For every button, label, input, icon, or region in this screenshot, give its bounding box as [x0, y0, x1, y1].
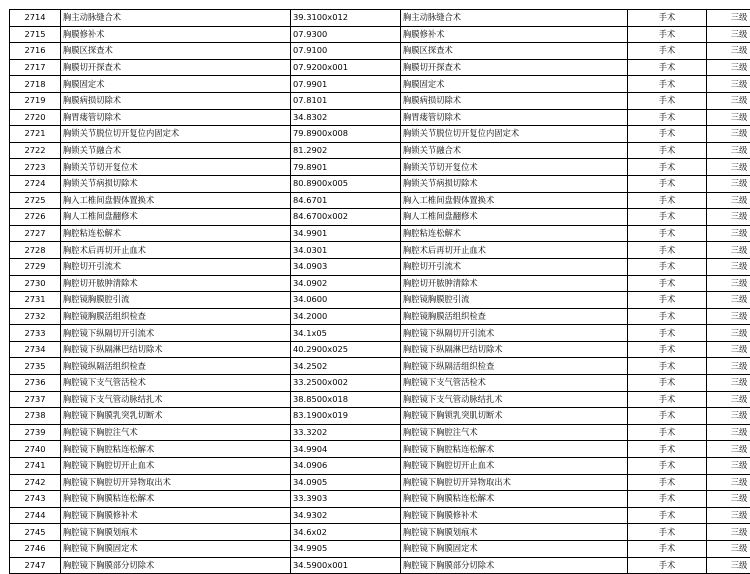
cell-icd-code: 33.3903 [291, 491, 401, 508]
cell-category: 手术 [628, 507, 707, 524]
cell-level: 三级 [707, 358, 750, 375]
cell-code: 2736 [10, 375, 61, 392]
cell-name: 胸锁关节融合术 [61, 142, 291, 159]
cell-name: 胸入工椎间盘假体置换术 [61, 192, 291, 209]
cell-icd-code: 34.0906 [291, 458, 401, 475]
cell-category: 手术 [628, 524, 707, 541]
cell-alt-name: 胸腔镜下胸膜划痕术 [401, 524, 628, 541]
cell-icd-code: 39.3100x012 [291, 10, 401, 27]
table-row [10, 341, 750, 358]
table-row [10, 507, 750, 524]
cell-code: 2735 [10, 358, 61, 375]
cell-alt-name: 胸膜病损切除术 [401, 92, 628, 109]
cell-icd-code: 34.2000 [291, 308, 401, 325]
cell-code: 2738 [10, 408, 61, 425]
cell-icd-code: 34.0905 [291, 474, 401, 491]
cell-category: 手术 [628, 26, 707, 43]
cell-category: 手术 [628, 375, 707, 392]
cell-level: 三级 [707, 557, 750, 574]
cell-icd-code: 34.9905 [291, 541, 401, 558]
cell-name: 胸锁关节切开复位术 [61, 159, 291, 176]
cell-icd-code: 07.9100 [291, 43, 401, 60]
table-row [10, 441, 750, 458]
cell-name: 胸腔镜下胸腔切开止血术 [61, 458, 291, 475]
cell-alt-name: 胸腔切开脓肿清除术 [401, 275, 628, 292]
cell-level: 三级 [707, 292, 750, 309]
cell-level: 三级 [707, 424, 750, 441]
table-body [10, 10, 750, 574]
cell-name: 胸膜切开探查术 [61, 59, 291, 76]
cell-alt-name: 胸腔术后再切开止血术 [401, 242, 628, 259]
cell-code: 2729 [10, 258, 61, 275]
cell-level: 三级 [707, 109, 750, 126]
cell-alt-name: 胸腔镜下胸膜部分切除术 [401, 557, 628, 574]
cell-alt-name: 胸主动脉缝合术 [401, 10, 628, 27]
cell-level: 三级 [707, 26, 750, 43]
cell-code: 2723 [10, 159, 61, 176]
table-row [10, 308, 750, 325]
cell-name: 胸腔镜下支气管活检术 [61, 375, 291, 392]
table-row [10, 258, 750, 275]
cell-name: 胸人工椎间盘翻修术 [61, 209, 291, 226]
cell-category: 手术 [628, 308, 707, 325]
table-row [10, 209, 750, 226]
cell-level: 三级 [707, 209, 750, 226]
cell-code: 2719 [10, 92, 61, 109]
cell-category: 手术 [628, 408, 707, 425]
cell-level: 三级 [707, 524, 750, 541]
cell-icd-code: 38.8500x018 [291, 391, 401, 408]
table-row [10, 375, 750, 392]
cell-icd-code: 34.5900x001 [291, 557, 401, 574]
cell-alt-name: 胸腔镜下胸腔切开异物取出术 [401, 474, 628, 491]
cell-name: 胸腔镜下胸膜固定术 [61, 541, 291, 558]
table-row [10, 26, 750, 43]
cell-category: 手术 [628, 59, 707, 76]
cell-alt-name: 胸膜切开探查术 [401, 59, 628, 76]
table-row [10, 474, 750, 491]
cell-name: 胸腔镜下胸膜部分切除术 [61, 557, 291, 574]
cell-alt-name: 胸腔镜下胸腔粘连松解术 [401, 441, 628, 458]
cell-alt-name: 胸腔镜下支气管动脉结扎术 [401, 391, 628, 408]
table-row [10, 491, 750, 508]
cell-code: 2727 [10, 225, 61, 242]
cell-name: 胸腔镜下胸腔注气术 [61, 424, 291, 441]
table-row [10, 391, 750, 408]
cell-icd-code: 07.9901 [291, 76, 401, 93]
cell-level: 三级 [707, 242, 750, 259]
cell-alt-name: 胸腔镜下胸锁乳突肌切断术 [401, 408, 628, 425]
cell-name: 胸腔镜下纵隔淋巴结切除术 [61, 341, 291, 358]
cell-icd-code: 33.3202 [291, 424, 401, 441]
table-row [10, 408, 750, 425]
cell-name: 胸腔镜下支气管动脉结扎术 [61, 391, 291, 408]
cell-name: 胸腔镜下胸膜乳突乳切断术 [61, 408, 291, 425]
cell-icd-code: 81.2902 [291, 142, 401, 159]
cell-icd-code: 34.0301 [291, 242, 401, 259]
cell-code: 2720 [10, 109, 61, 126]
cell-code: 2718 [10, 76, 61, 93]
cell-code: 2747 [10, 557, 61, 574]
cell-category: 手术 [628, 441, 707, 458]
cell-name: 胸腔镜下胸膜粘连松解术 [61, 491, 291, 508]
cell-category: 手术 [628, 491, 707, 508]
table-row [10, 557, 750, 574]
cell-code: 2739 [10, 424, 61, 441]
cell-code: 2722 [10, 142, 61, 159]
cell-level: 三级 [707, 43, 750, 60]
cell-icd-code: 34.1x05 [291, 325, 401, 342]
cell-name: 胸腔镜胸膜活组织检查 [61, 308, 291, 325]
cell-code: 2714 [10, 10, 61, 27]
cell-alt-name: 胸腔镜下胸腔切开止血术 [401, 458, 628, 475]
cell-level: 三级 [707, 474, 750, 491]
cell-category: 手术 [628, 159, 707, 176]
table-row [10, 358, 750, 375]
cell-category: 手术 [628, 109, 707, 126]
cell-alt-name: 胸腔镜胸膜活组织检查 [401, 308, 628, 325]
cell-code: 2733 [10, 325, 61, 342]
table-row [10, 242, 750, 259]
table-row [10, 524, 750, 541]
cell-icd-code: 34.0903 [291, 258, 401, 275]
cell-icd-code: 34.0600 [291, 292, 401, 309]
cell-alt-name: 胸膜修补术 [401, 26, 628, 43]
cell-category: 手术 [628, 292, 707, 309]
cell-code: 2732 [10, 308, 61, 325]
cell-alt-name: 胸腔镜下胸腔注气术 [401, 424, 628, 441]
cell-icd-code: 07.8101 [291, 92, 401, 109]
cell-name: 胸膜固定术 [61, 76, 291, 93]
cell-code: 2721 [10, 126, 61, 143]
cell-icd-code: 79.8901 [291, 159, 401, 176]
cell-code: 2728 [10, 242, 61, 259]
cell-category: 手术 [628, 275, 707, 292]
cell-name: 胸膜修补术 [61, 26, 291, 43]
cell-level: 三级 [707, 391, 750, 408]
cell-code: 2715 [10, 26, 61, 43]
cell-code: 2742 [10, 474, 61, 491]
cell-code: 2730 [10, 275, 61, 292]
cell-name: 胸胃瘘管切除术 [61, 109, 291, 126]
cell-name: 胸锁关节脱位切开复位内固定术 [61, 126, 291, 143]
cell-code: 2746 [10, 541, 61, 558]
cell-alt-name: 胸腔镜下胸膜粘连松解术 [401, 491, 628, 508]
cell-alt-name: 胸腔镜下纵隔淋巴结切除术 [401, 341, 628, 358]
cell-category: 手术 [628, 474, 707, 491]
cell-level: 三级 [707, 258, 750, 275]
cell-level: 三级 [707, 458, 750, 475]
table-row [10, 458, 750, 475]
cell-category: 手术 [628, 258, 707, 275]
table-row [10, 10, 750, 27]
cell-icd-code: 33.2500x002 [291, 375, 401, 392]
cell-alt-name: 胸锁关节融合术 [401, 142, 628, 159]
cell-name: 胸腔切开引流术 [61, 258, 291, 275]
cell-alt-name: 胸胃瘘管切除术 [401, 109, 628, 126]
table-row [10, 225, 750, 242]
cell-level: 三级 [707, 175, 750, 192]
cell-icd-code: 40.2900x025 [291, 341, 401, 358]
cell-alt-name: 胸腔粘连松解术 [401, 225, 628, 242]
cell-level: 三级 [707, 126, 750, 143]
cell-level: 三级 [707, 491, 750, 508]
cell-alt-name: 胸腔镜下纵隔切开引流术 [401, 325, 628, 342]
cell-category: 手术 [628, 541, 707, 558]
procedure-code-table [9, 9, 750, 574]
cell-alt-name: 胸锁关节病损切除术 [401, 175, 628, 192]
cell-category: 手术 [628, 142, 707, 159]
cell-level: 三级 [707, 375, 750, 392]
cell-name: 胸腔镜下胸腔粘连松解术 [61, 441, 291, 458]
cell-code: 2717 [10, 59, 61, 76]
cell-name: 胸膜区探查术 [61, 43, 291, 60]
cell-alt-name: 胸腔镜下纵隔活组织检查 [401, 358, 628, 375]
cell-name: 胸腔镜下纵隔切开引流术 [61, 325, 291, 342]
cell-category: 手术 [628, 424, 707, 441]
table-row [10, 192, 750, 209]
cell-level: 三级 [707, 408, 750, 425]
cell-level: 三级 [707, 308, 750, 325]
cell-icd-code: 84.6701 [291, 192, 401, 209]
table-row [10, 325, 750, 342]
cell-category: 手术 [628, 10, 707, 27]
cell-code: 2734 [10, 341, 61, 358]
cell-code: 2725 [10, 192, 61, 209]
table-row [10, 92, 750, 109]
cell-category: 手术 [628, 43, 707, 60]
cell-level: 三级 [707, 325, 750, 342]
cell-alt-name: 胸腔镜下胸膜固定术 [401, 541, 628, 558]
table-row [10, 76, 750, 93]
table-row [10, 275, 750, 292]
cell-code: 2724 [10, 175, 61, 192]
cell-alt-name: 胸锁关节切开复位术 [401, 159, 628, 176]
cell-category: 手术 [628, 557, 707, 574]
cell-alt-name: 胸锁关节脱位切开复位内固定术 [401, 126, 628, 143]
cell-level: 三级 [707, 142, 750, 159]
cell-alt-name: 胸腔镜下胸膜修补术 [401, 507, 628, 524]
cell-icd-code: 79.8900x008 [291, 126, 401, 143]
cell-name: 胸腔粘连松解术 [61, 225, 291, 242]
cell-alt-name: 胸腔切开引流术 [401, 258, 628, 275]
cell-icd-code: 34.6x02 [291, 524, 401, 541]
table-row [10, 159, 750, 176]
cell-category: 手术 [628, 458, 707, 475]
cell-name: 胸腔镜纵隔活组织检查 [61, 358, 291, 375]
cell-level: 三级 [707, 341, 750, 358]
cell-category: 手术 [628, 341, 707, 358]
cell-icd-code: 83.1900x019 [291, 408, 401, 425]
cell-code: 2731 [10, 292, 61, 309]
cell-alt-name: 胸人工椎间盘翻修术 [401, 209, 628, 226]
cell-level: 三级 [707, 275, 750, 292]
table-row [10, 142, 750, 159]
cell-code: 2716 [10, 43, 61, 60]
table-row [10, 175, 750, 192]
cell-category: 手术 [628, 358, 707, 375]
cell-category: 手术 [628, 126, 707, 143]
table-row [10, 541, 750, 558]
cell-name: 胸腔镜下胸腔切开异物取出术 [61, 474, 291, 491]
cell-alt-name: 胸膜区探查术 [401, 43, 628, 60]
table-row [10, 424, 750, 441]
cell-name: 胸锁关节病损切除术 [61, 175, 291, 192]
cell-level: 三级 [707, 59, 750, 76]
cell-level: 三级 [707, 441, 750, 458]
cell-category: 手术 [628, 391, 707, 408]
cell-category: 手术 [628, 175, 707, 192]
table-row [10, 109, 750, 126]
cell-icd-code: 34.0902 [291, 275, 401, 292]
cell-alt-name: 胸入工椎间盘假体置换术 [401, 192, 628, 209]
cell-name: 胸腔切开脓肿清除术 [61, 275, 291, 292]
cell-alt-name: 胸膜固定术 [401, 76, 628, 93]
cell-level: 三级 [707, 92, 750, 109]
cell-name: 胸膜病损切除术 [61, 92, 291, 109]
cell-code: 2740 [10, 441, 61, 458]
table-row [10, 126, 750, 143]
cell-code: 2737 [10, 391, 61, 408]
table-row [10, 43, 750, 60]
cell-name: 胸腔镜下胸膜修补术 [61, 507, 291, 524]
cell-code: 2726 [10, 209, 61, 226]
cell-icd-code: 84.6700x002 [291, 209, 401, 226]
cell-icd-code: 07.9300 [291, 26, 401, 43]
cell-name: 胸主动脉缝合术 [61, 10, 291, 27]
cell-icd-code: 80.8900x005 [291, 175, 401, 192]
cell-level: 三级 [707, 541, 750, 558]
cell-name: 胸腔镜胸膜腔引流 [61, 292, 291, 309]
cell-name: 胸腔术后再切开止血术 [61, 242, 291, 259]
cell-alt-name: 胸腔镜胸膜腔引流 [401, 292, 628, 309]
cell-icd-code: 07.9200x001 [291, 59, 401, 76]
table-row [10, 59, 750, 76]
table-row [10, 292, 750, 309]
cell-icd-code: 34.9302 [291, 507, 401, 524]
cell-icd-code: 34.9904 [291, 441, 401, 458]
cell-category: 手术 [628, 325, 707, 342]
cell-level: 三级 [707, 159, 750, 176]
cell-code: 2741 [10, 458, 61, 475]
cell-level: 三级 [707, 225, 750, 242]
cell-name: 胸腔镜下胸膜划痕术 [61, 524, 291, 541]
cell-icd-code: 34.8302 [291, 109, 401, 126]
cell-level: 三级 [707, 10, 750, 27]
cell-level: 三级 [707, 192, 750, 209]
cell-category: 手术 [628, 192, 707, 209]
cell-code: 2743 [10, 491, 61, 508]
cell-icd-code: 34.9901 [291, 225, 401, 242]
cell-code: 2745 [10, 524, 61, 541]
cell-icd-code: 34.2502 [291, 358, 401, 375]
cell-category: 手术 [628, 76, 707, 93]
cell-category: 手术 [628, 92, 707, 109]
cell-category: 手术 [628, 225, 707, 242]
cell-alt-name: 胸腔镜下支气管活检术 [401, 375, 628, 392]
cell-category: 手术 [628, 209, 707, 226]
cell-level: 三级 [707, 507, 750, 524]
cell-level: 三级 [707, 76, 750, 93]
cell-code: 2744 [10, 507, 61, 524]
cell-category: 手术 [628, 242, 707, 259]
